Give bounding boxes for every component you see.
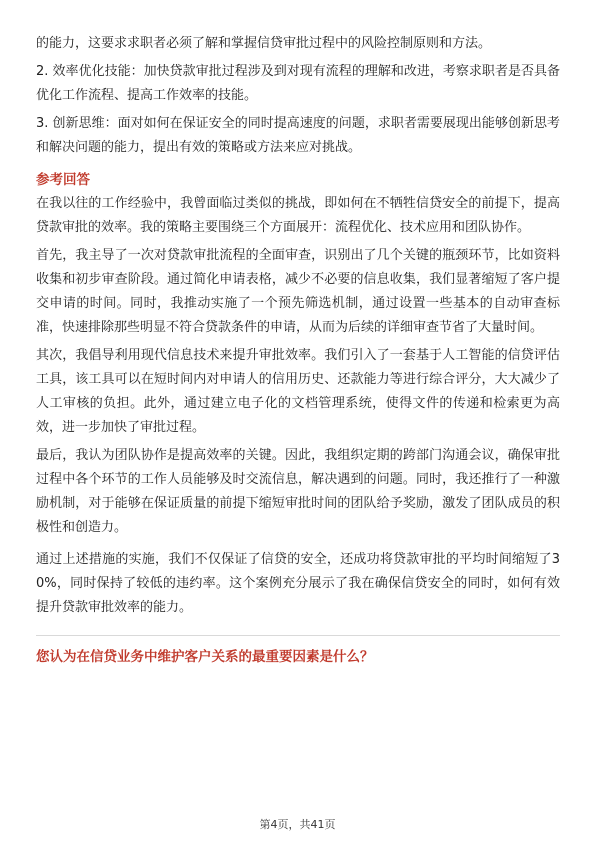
answer-paragraph-process: 首先，我主导了一次对贷款审批流程的全面审查，识别出了几个关键的瓶颈环节，比如资料收集和初步审查阶段。通过简化申请表格，减少不必要的信息收集，我们显著缩短了客户提交申请的时间。同时，我推动实施了一个预先筛选机制，通过设置一些基本的自动审查标准，快速排除那些明显不符合贷款条件的申请，从而为后续的详细审查节省了大量时间。 [36, 248, 560, 335]
paragraph-innovation: 3. 创新思维：面对如何在保证安全的同时提高速度的问题，求职者需要展现出能够创新思考和解决问题的能力，提出有效的策略或方法来应对挑战。 [36, 116, 560, 155]
answer-paragraph-result: 通过上述措施的实施，我们不仅保证了信贷的安全，还成功将贷款审批的平均时间缩短了30%，同时保持了较低的违约率。这个案例充分展示了我在确保信贷安全的同时，如何有效提升贷款审批效率的能力。 [36, 552, 560, 615]
answer-paragraph-intro: 在我以往的工作经验中，我曾面临过类似的挑战，即如何在不牺牲信贷安全的前提下，提高贷款审批的效率。我的策略主要围绕三个方面展开：流程优化、技术应用和团队协作。 [36, 196, 560, 235]
paragraph-risk-control: 的能力，这要求求职者必须了解和掌握信贷审批过程中的风险控制原则和方法。 [36, 36, 492, 51]
next-question-heading: 您认为在信贷业务中维护客户关系的最重要因素是什么？ [36, 649, 374, 665]
page-footer: 第4页，共41页 [259, 818, 336, 831]
answer-heading: 参考回答 [36, 172, 90, 188]
answer-paragraph-teamwork: 最后，我认为团队协作是提高效率的关键。因此，我组织定期的跨部门沟通会议，确保审批过程中各个环节的工作人员能够及时交流信息，解决遇到的问题。同时，我还推行了一种激励机制，对于能够在保证质量的前提下缩短审批时间的团队给予奖励，激发了团队成员的积极性和创造力。 [36, 448, 560, 535]
document-body [36, 32, 560, 669]
paragraph-efficiency-skill: 2. 效率优化技能：加快贷款审批过程涉及到对现有流程的理解和改进，考察求职者是否具备优化工作流程、提高工作效率的技能。 [36, 64, 560, 103]
answer-paragraph-technology: 其次，我倡导利用现代信息技术来提升审批效率。我们引入了一套基于人工智能的信贷评估工具，该工具可以在短时间内对申请人的信用历史、还款能力等进行综合评分，大大减少了人工审核的负担。此外，通过建立电子化的文档管理系统，使得文件的传递和检索更为高效，进一步加快了审批过程。 [36, 348, 560, 435]
section-divider [36, 635, 560, 636]
